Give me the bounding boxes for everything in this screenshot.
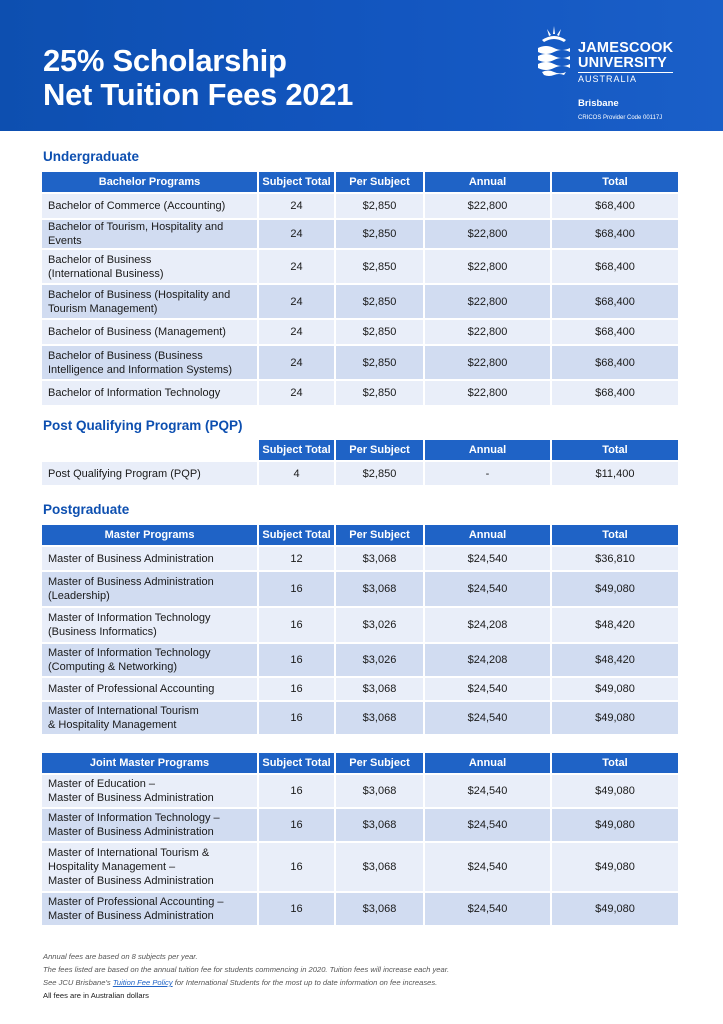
subject-total-cell: 12	[259, 547, 336, 572]
table-row	[42, 644, 678, 678]
program-name-cell: Master of Information Technology (Computing & Networking)	[42, 644, 259, 678]
table-row	[42, 893, 678, 927]
subject-total-cell: 16	[259, 608, 336, 644]
per-subject-cell: $2,850	[336, 320, 425, 346]
header-annual: Annual	[425, 753, 552, 775]
table-row	[42, 572, 678, 608]
table-row	[42, 775, 678, 809]
program-name-cell: Master of Information Technology – Master of Business Administration	[42, 809, 259, 843]
per-subject-cell: $2,850	[336, 250, 425, 285]
table-row	[42, 843, 678, 893]
subject-total-cell: 16	[259, 678, 336, 702]
title-line-2: Net Tuition Fees 2021	[43, 77, 354, 112]
annual-fee-cell: $24,540	[425, 547, 552, 572]
subject-total-cell: 24	[259, 194, 336, 220]
total-fee-cell: $68,400	[552, 381, 678, 407]
header-subject-total: Subject Total	[259, 525, 336, 547]
per-subject-cell: $3,026	[336, 608, 425, 644]
footnotes	[43, 950, 449, 1002]
per-subject-cell: $2,850	[336, 462, 425, 487]
table-row	[42, 809, 678, 843]
annual-fee-cell: $22,800	[425, 346, 552, 381]
annual-fee-cell: $22,800	[425, 285, 552, 320]
annual-fee-cell: $24,540	[425, 702, 552, 736]
subject-total-cell: 24	[259, 220, 336, 250]
table-row	[42, 702, 678, 736]
annual-fee-cell: $24,540	[425, 775, 552, 809]
note-subjects-per-year: Annual fees are based on 8 subjects per year.	[43, 952, 198, 961]
per-subject-cell: $2,850	[336, 194, 425, 220]
program-name-cell: Post Qualifying Program (PQP)	[42, 462, 259, 487]
total-fee-cell: $48,420	[552, 608, 678, 644]
total-fee-cell: $49,080	[552, 893, 678, 927]
subject-total-cell: 24	[259, 285, 336, 320]
annual-fee-cell: $22,800	[425, 320, 552, 346]
logo-wordmark: JAMESCOOK UNIVERSITY AUSTRALIA	[578, 40, 674, 84]
jcu-logo-icon	[534, 24, 574, 82]
table-row	[42, 194, 678, 220]
pqp-table	[42, 440, 678, 487]
section-pqp: Post Qualifying Program (PQP)	[43, 418, 243, 433]
total-fee-cell: $49,080	[552, 843, 678, 893]
per-subject-cell: $3,068	[336, 702, 425, 736]
per-subject-cell: $3,068	[336, 809, 425, 843]
program-name-cell: Master of Business Administration	[42, 547, 259, 572]
total-fee-cell: $68,400	[552, 320, 678, 346]
page-title	[43, 44, 353, 112]
table-row	[42, 547, 678, 572]
program-name-cell: Master of Business Administration (Leadership)	[42, 572, 259, 608]
program-name-cell: Bachelor of Business (Hospitality and Tourism Management)	[42, 285, 259, 320]
table-row	[42, 250, 678, 285]
table-row	[42, 346, 678, 381]
program-name-cell: Bachelor of Commerce (Accounting)	[42, 194, 259, 220]
total-fee-cell: $68,400	[552, 220, 678, 250]
section-undergraduate: Undergraduate	[43, 149, 140, 164]
subject-total-cell: 16	[259, 572, 336, 608]
total-fee-cell: $11,400	[552, 462, 678, 487]
total-fee-cell: $68,400	[552, 250, 678, 285]
program-name-cell: Master of Education – Master of Business Administration	[42, 775, 259, 809]
subject-total-cell: 24	[259, 381, 336, 407]
header-blank	[42, 440, 259, 462]
total-fee-cell: $49,080	[552, 702, 678, 736]
header-master-programs: Master Programs	[42, 525, 259, 547]
table-row	[42, 320, 678, 346]
table-row	[42, 462, 678, 487]
annual-fee-cell: $22,800	[425, 220, 552, 250]
annual-fee-cell: $24,208	[425, 644, 552, 678]
joint-master-table	[42, 753, 678, 927]
subject-total-cell: 4	[259, 462, 336, 487]
annual-fee-cell: $24,540	[425, 572, 552, 608]
note-currency: All fees are in Australian dollars	[43, 991, 149, 1000]
tuition-fee-policy-link[interactable]: Tuition Fee Policy	[112, 978, 173, 987]
program-name-cell: Master of Information Technology (Business Informatics)	[42, 608, 259, 644]
program-name-cell: Bachelor of Business (International Business)	[42, 250, 259, 285]
program-name-cell: Bachelor of Business (Management)	[42, 320, 259, 346]
jcu-logo	[534, 24, 684, 124]
per-subject-cell: $3,068	[336, 547, 425, 572]
annual-fee-cell: $22,800	[425, 250, 552, 285]
campus-name: Brisbane	[578, 98, 619, 109]
bachelor-table	[42, 172, 678, 407]
header-total: Total	[552, 440, 678, 462]
table-row	[42, 381, 678, 407]
subject-total-cell: 24	[259, 250, 336, 285]
note-fee-basis: The fees listed are based on the annual tuition fee for students commencing in 2020. Tuition fees will increase each year.	[43, 965, 450, 974]
header-subject-total: Subject Total	[259, 753, 336, 775]
header-per-subject: Per Subject	[336, 172, 425, 194]
header-banner	[0, 0, 723, 131]
subject-total-cell: 24	[259, 320, 336, 346]
per-subject-cell: $2,850	[336, 381, 425, 407]
total-fee-cell: $68,400	[552, 346, 678, 381]
note-fee-policy: See JCU Brisbane's Tuition Fee Policy for International Students for the most up to date information on fee increases.	[43, 978, 438, 987]
annual-fee-cell: $24,540	[425, 843, 552, 893]
program-name-cell: Master of International Tourism & Hospitality Management	[42, 702, 259, 736]
section-postgraduate: Postgraduate	[43, 502, 130, 517]
table-row	[42, 220, 678, 250]
annual-fee-cell: $24,540	[425, 678, 552, 702]
header-total: Total	[552, 172, 678, 194]
per-subject-cell: $3,068	[336, 678, 425, 702]
subject-total-cell: 16	[259, 843, 336, 893]
header-total: Total	[552, 753, 678, 775]
master-table	[42, 525, 678, 736]
annual-fee-cell: $24,540	[425, 893, 552, 927]
annual-fee-cell: $22,800	[425, 381, 552, 407]
total-fee-cell: $68,400	[552, 285, 678, 320]
header-annual: Annual	[425, 525, 552, 547]
total-fee-cell: $49,080	[552, 775, 678, 809]
cricos-code: CRICOS Provider Code 00117J	[578, 115, 663, 121]
total-fee-cell: $48,420	[552, 644, 678, 678]
header-annual: Annual	[425, 172, 552, 194]
per-subject-cell: $3,068	[336, 893, 425, 927]
per-subject-cell: $2,850	[336, 346, 425, 381]
program-name-cell: Bachelor of Information Technology	[42, 381, 259, 407]
total-fee-cell: $68,400	[552, 194, 678, 220]
subject-total-cell: 16	[259, 702, 336, 736]
header-total: Total	[552, 525, 678, 547]
header-per-subject: Per Subject	[336, 525, 425, 547]
table-row	[42, 285, 678, 320]
program-name-cell: Master of Professional Accounting	[42, 678, 259, 702]
header-per-subject: Per Subject	[336, 753, 425, 775]
table-row	[42, 608, 678, 644]
annual-fee-cell: $24,540	[425, 809, 552, 843]
total-fee-cell: $49,080	[552, 809, 678, 843]
subject-total-cell: 16	[259, 644, 336, 678]
table-row	[42, 678, 678, 702]
per-subject-cell: $3,068	[336, 843, 425, 893]
header-subject-total: Subject Total	[259, 440, 336, 462]
annual-fee-cell: $22,800	[425, 194, 552, 220]
per-subject-cell: $2,850	[336, 285, 425, 320]
total-fee-cell: $36,810	[552, 547, 678, 572]
subject-total-cell: 16	[259, 775, 336, 809]
per-subject-cell: $3,068	[336, 775, 425, 809]
header-subject-total: Subject Total	[259, 172, 336, 194]
per-subject-cell: $3,026	[336, 644, 425, 678]
header-bachelor-programs: Bachelor Programs	[42, 172, 259, 194]
header-per-subject: Per Subject	[336, 440, 425, 462]
per-subject-cell: $3,068	[336, 572, 425, 608]
annual-fee-cell: -	[425, 462, 552, 487]
program-name-cell: Master of Professional Accounting – Master of Business Administration	[42, 893, 259, 927]
subject-total-cell: 24	[259, 346, 336, 381]
subject-total-cell: 16	[259, 809, 336, 843]
title-line-1: 25% Scholarship	[43, 43, 287, 78]
header-annual: Annual	[425, 440, 552, 462]
subject-total-cell: 16	[259, 893, 336, 927]
header-joint-master-programs: Joint Master Programs	[42, 753, 259, 775]
total-fee-cell: $49,080	[552, 678, 678, 702]
program-name-cell: Bachelor of Tourism, Hospitality and Events	[42, 220, 259, 250]
annual-fee-cell: $24,208	[425, 608, 552, 644]
program-name-cell: Master of International Tourism & Hospitality Management – Master of Business Administration	[42, 843, 259, 893]
per-subject-cell: $2,850	[336, 220, 425, 250]
total-fee-cell: $49,080	[552, 572, 678, 608]
program-name-cell: Bachelor of Business (Business Intelligence and Information Systems)	[42, 346, 259, 381]
